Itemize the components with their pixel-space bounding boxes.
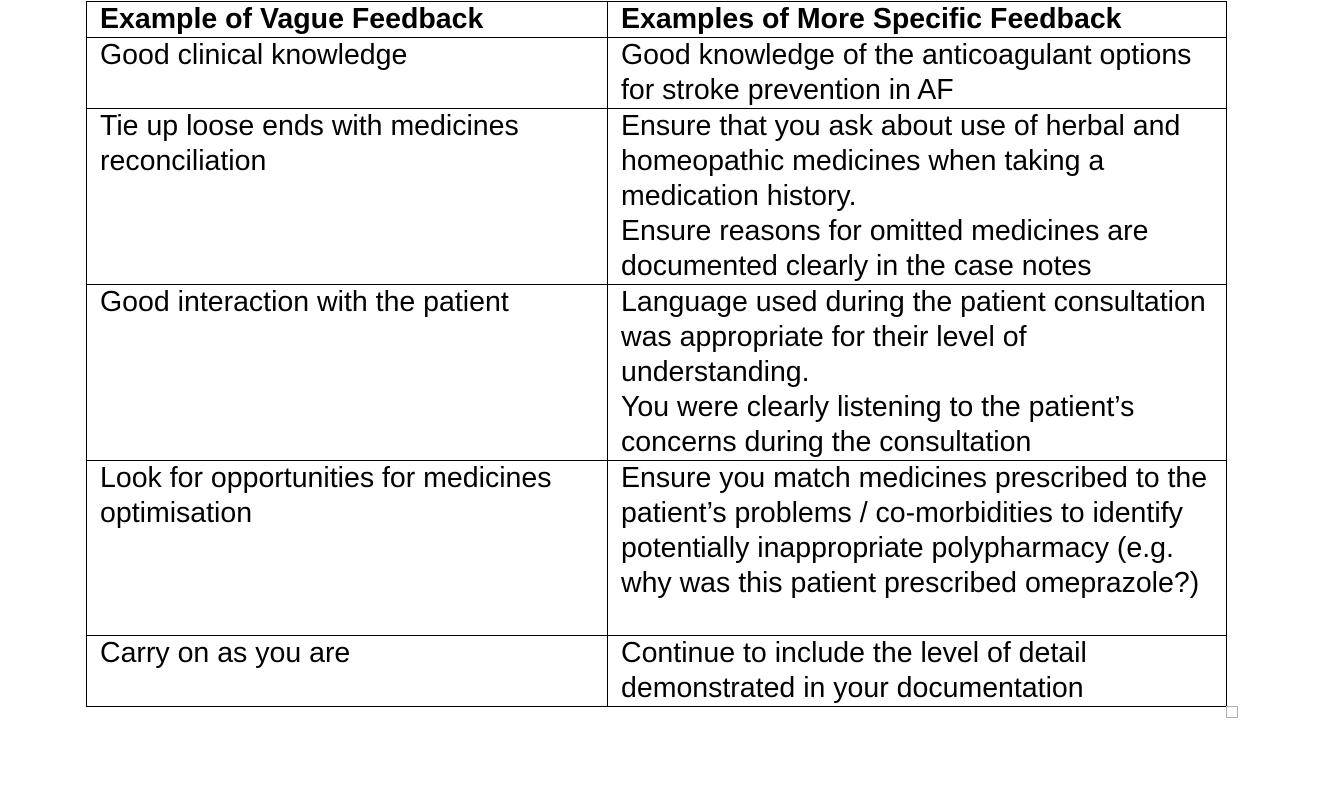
table-row bbox=[87, 636, 1227, 707]
specific-feedback-paragraph: Good knowledge of the anticoagulant options for stroke prevention in AF bbox=[621, 39, 1192, 106]
table-row bbox=[87, 461, 1227, 636]
table-header-row bbox=[87, 2, 1227, 38]
vague-feedback-cell: Good interaction with the patient bbox=[87, 285, 608, 461]
vague-feedback-cell: Tie up loose ends with medicines reconciliation bbox=[87, 109, 608, 285]
header-vague-feedback: Example of Vague Feedback bbox=[87, 2, 608, 38]
specific-feedback-cell bbox=[608, 636, 1227, 707]
vague-feedback-cell: Good clinical knowledge bbox=[87, 38, 608, 109]
specific-feedback-cell bbox=[608, 461, 1227, 636]
specific-feedback-paragraph: Ensure that you ask about use of herbal and homeopathic medicines when taking a medication history. bbox=[621, 110, 1181, 212]
specific-feedback-paragraph: You were clearly listening to the patient’s concerns during the consultation bbox=[621, 391, 1135, 458]
feedback-examples-table bbox=[86, 1, 1227, 707]
table-resize-handle[interactable] bbox=[1226, 706, 1238, 718]
specific-feedback-cell bbox=[608, 109, 1227, 285]
specific-feedback-cell bbox=[608, 38, 1227, 109]
specific-feedback-paragraph: Continue to include the level of detail demonstrated in your documentation bbox=[621, 637, 1087, 704]
specific-feedback-paragraph: Language used during the patient consultation was appropriate for their level of understanding. bbox=[621, 286, 1206, 388]
vague-feedback-cell: Look for opportunities for medicines optimisation bbox=[87, 461, 608, 636]
table-row bbox=[87, 109, 1227, 285]
specific-feedback-paragraph: Ensure reasons for omitted medicines are documented clearly in the case notes bbox=[621, 215, 1149, 282]
header-specific-feedback: Examples of More Specific Feedback bbox=[608, 2, 1227, 38]
table-row bbox=[87, 38, 1227, 109]
table-row bbox=[87, 285, 1227, 461]
specific-feedback-paragraph: Ensure you match medicines prescribed to the patient’s problems / co-morbidities to identify potentially inappropriate polypharmacy (e.g. why was this patient prescribed omeprazole?) bbox=[621, 462, 1208, 599]
specific-feedback-cell bbox=[608, 285, 1227, 461]
vague-feedback-cell: Carry on as you are bbox=[87, 636, 608, 707]
